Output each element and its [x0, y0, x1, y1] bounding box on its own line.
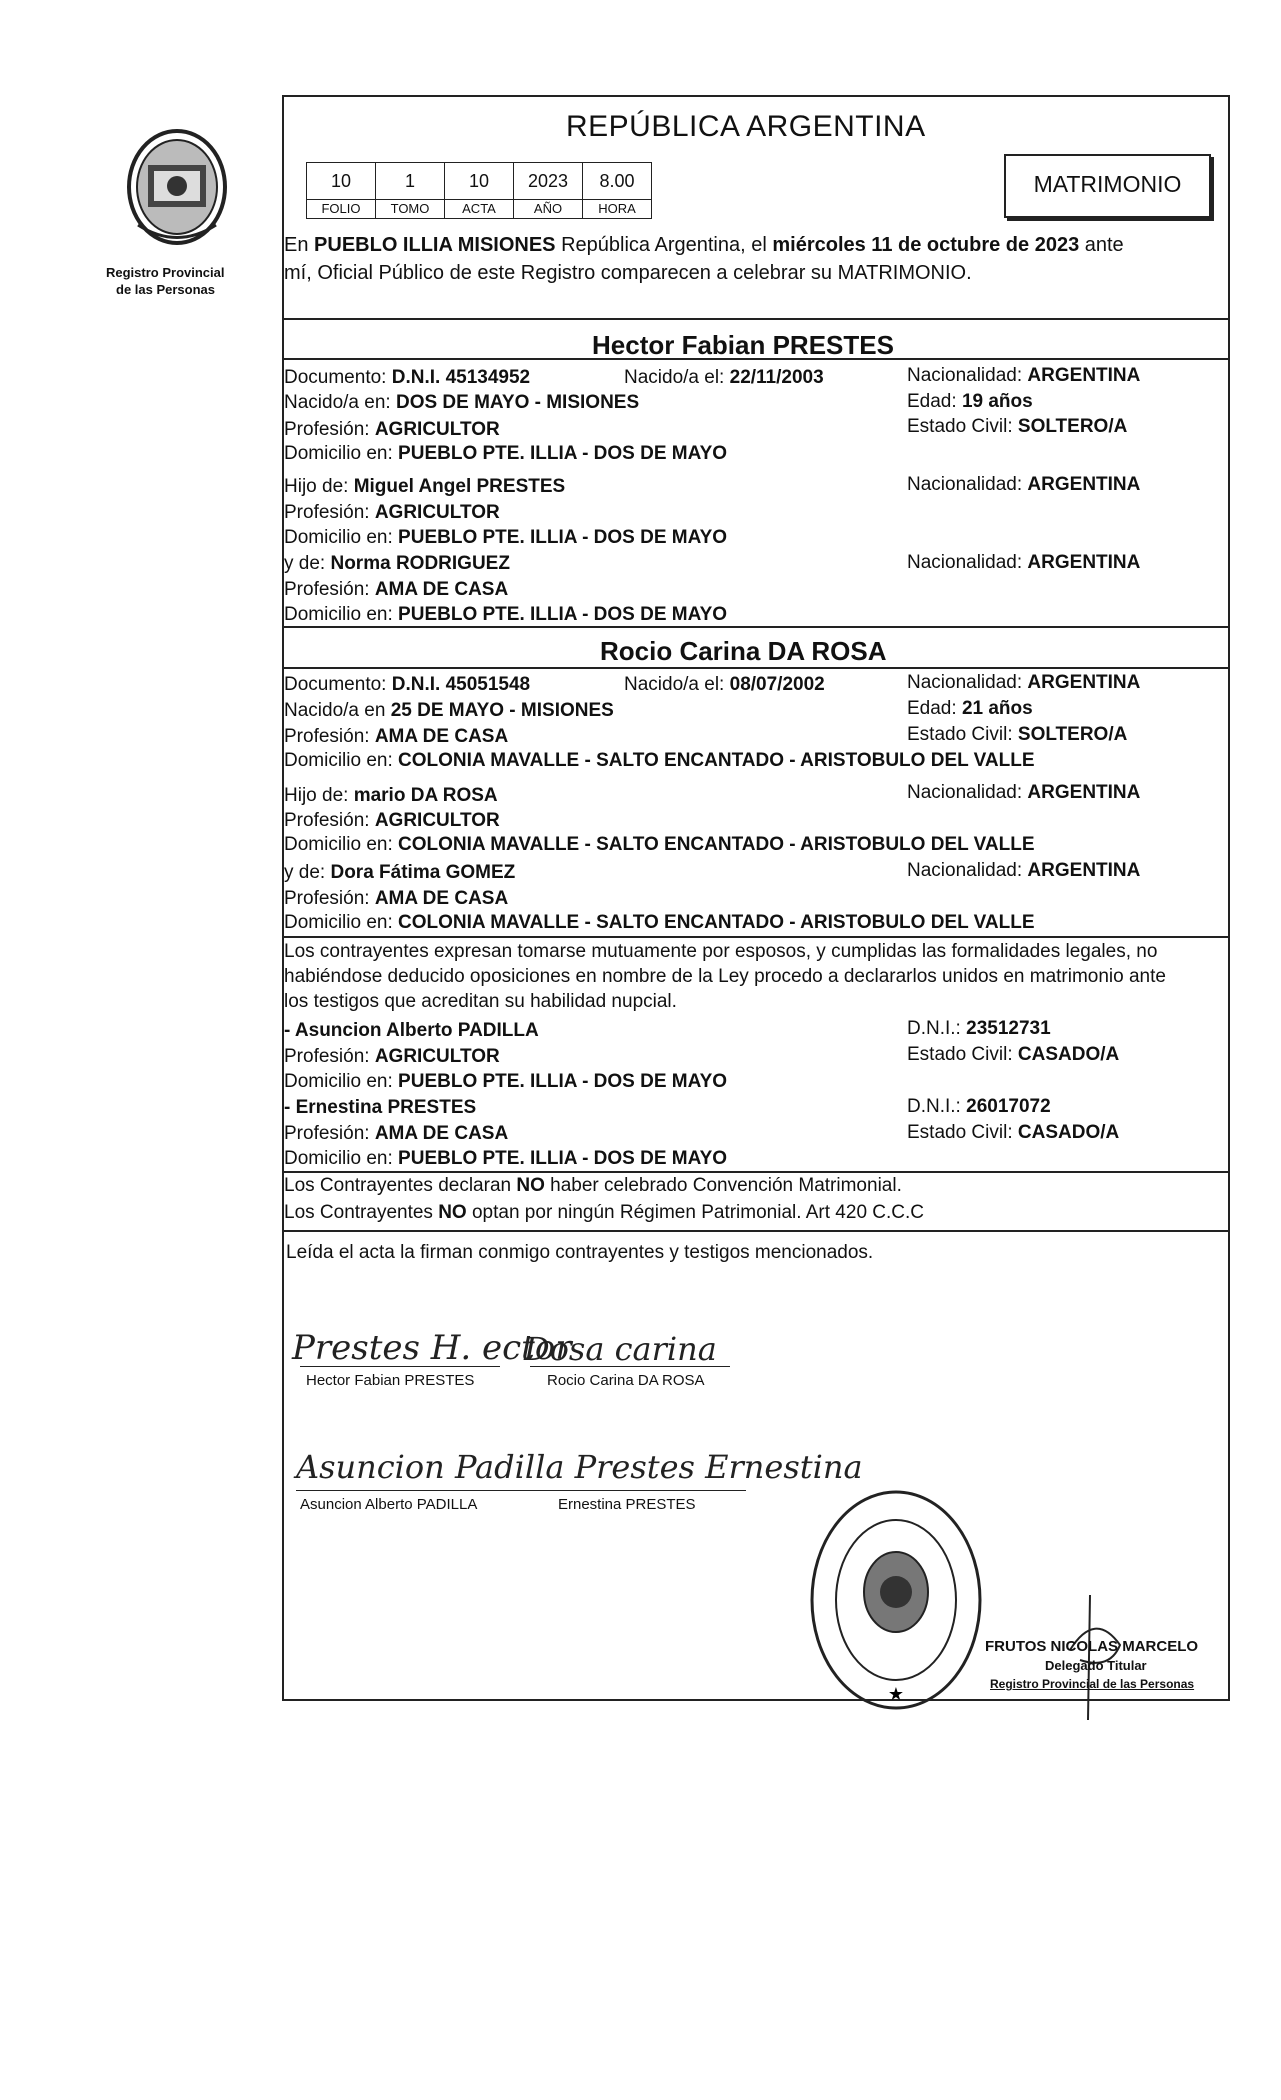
signature-hector: Prestes H. ector	[292, 1328, 572, 1368]
spouse2-father-nationality: Nacionalidad: ARGENTINA	[907, 782, 1141, 803]
spouse2-nationality: Nacionalidad: ARGENTINA	[907, 672, 1141, 693]
record-value-folio: 10	[306, 162, 376, 200]
intro-text-3: ante	[1084, 234, 1124, 256]
record-label-hora: HORA	[582, 199, 652, 219]
record-value-hora: 8.00	[582, 162, 652, 200]
divider	[282, 667, 1230, 669]
spouse1-civil-status: Estado Civil: SOLTERO/A	[907, 416, 1128, 437]
spouse2-doc: Documento: D.N.I. 45051548	[284, 674, 531, 695]
record-label-folio: FOLIO	[306, 199, 376, 219]
registry-name-line2: de las Personas	[116, 282, 215, 297]
witness1-dni: D.N.I.: 23512731	[907, 1018, 1051, 1039]
spouse1-father-profession: Profesión: AGRICULTOR	[284, 502, 500, 523]
divider	[282, 1171, 1230, 1173]
intro-text-2: República Argentina, el	[561, 234, 767, 256]
spouse2-mother: y de: Dora Fátima GOMEZ	[284, 862, 516, 883]
record-type-box	[1004, 154, 1211, 218]
closing-statement: Leída el acta la firman conmigo contrayentes y testigos mencionados.	[286, 1242, 874, 1263]
official-name: FRUTOS NICOLAS MARCELO	[985, 1638, 1199, 1655]
witness2-civil-status: Estado Civil: CASADO/A	[907, 1122, 1120, 1143]
spouse2-mother-nationality: Nacionalidad: ARGENTINA	[907, 860, 1141, 881]
divider	[282, 358, 1230, 360]
signature-caption-rocio: Rocio Carina DA ROSA	[547, 1372, 705, 1389]
intro-place: PUEBLO ILLIA MISIONES	[314, 234, 556, 256]
spouse2-mother-profession: Profesión: AMA DE CASA	[284, 888, 509, 909]
spouse2-profession: Profesión: AMA DE CASA	[284, 726, 509, 747]
official-round-stamp	[808, 1488, 984, 1712]
official-org: Registro Provincial de las Personas	[990, 1677, 1195, 1691]
record-value-tomo: 1	[375, 162, 445, 200]
intro-date: miércoles 11 de octubre de 2023	[772, 234, 1080, 256]
spouse1-address: Domicilio en: PUEBLO PTE. ILLIA - DOS DE MAYO	[284, 443, 728, 464]
convention-line-1: Los Contrayentes declaran NO haber celebrado Convención Matrimonial.	[284, 1175, 902, 1196]
record-value-ano: 2023	[513, 162, 583, 200]
record-label-acta: ACTA	[444, 199, 514, 219]
spouse1-mother: y de: Norma RODRIGUEZ	[284, 553, 510, 574]
signature-rocio: Dosa carina	[524, 1330, 717, 1368]
record-label-ano: AÑO	[513, 199, 583, 219]
spouse2-father: Hijo de: mario DA ROSA	[284, 785, 498, 806]
spouse1-doc: Documento: D.N.I. 45134952	[284, 367, 531, 388]
witness2-name: - Ernestina PRESTES	[284, 1097, 477, 1118]
witness1-civil-status: Estado Civil: CASADO/A	[907, 1044, 1120, 1065]
signature-caption-hector: Hector Fabian PRESTES	[306, 1372, 475, 1389]
spouse1-birthplace: Nacido/a en: DOS DE MAYO - MISIONES	[284, 392, 640, 413]
witness1-address: Domicilio en: PUEBLO PTE. ILLIA - DOS DE MAYO	[284, 1071, 728, 1092]
witness1-name: - Asuncion Alberto PADILLA	[284, 1020, 539, 1041]
intro-line-2: mí, Oficial Público de este Registro comparecen a celebrar su MATRIMONIO.	[284, 262, 972, 284]
spouse1-mother-profession: Profesión: AMA DE CASA	[284, 579, 509, 600]
document-title: REPÚBLICA ARGENTINA	[566, 110, 926, 143]
divider	[282, 318, 1230, 320]
spouse1-name: Hector Fabian PRESTES	[592, 330, 894, 360]
spouse1-mother-address: Domicilio en: PUEBLO PTE. ILLIA - DOS DE MAYO	[284, 604, 728, 625]
witness2-profession: Profesión: AMA DE CASA	[284, 1123, 509, 1144]
spouse2-name: Rocio Carina DA ROSA	[600, 636, 887, 666]
spouse1-father-nationality: Nacionalidad: ARGENTINA	[907, 474, 1141, 495]
spouse1-mother-nationality: Nacionalidad: ARGENTINA	[907, 552, 1141, 573]
record-value-acta: 10	[444, 162, 514, 200]
witness2-dni: D.N.I.: 26017072	[907, 1096, 1051, 1117]
intro-text-1: En	[284, 234, 309, 256]
spouse2-birthplace: Nacido/a en 25 DE MAYO - MISIONES	[284, 700, 614, 721]
convention-line-2: Los Contrayentes NO optan por ningún Régimen Patrimonial. Art 420 C.C.C	[284, 1202, 925, 1223]
signature-line	[296, 1490, 746, 1491]
spouse2-age: Edad: 21 años	[907, 698, 1033, 719]
spouse1-profession: Profesión: AGRICULTOR	[284, 419, 500, 440]
declaration-line-1: Los contrayentes expresan tomarse mutuamente por esposos, y cumplidas las formalidades legales, no	[284, 941, 1158, 962]
spouse1-born: Nacido/a el: 22/11/2003	[624, 367, 824, 388]
signature-line	[300, 1366, 500, 1367]
divider	[282, 1230, 1230, 1232]
record-label-tomo: TOMO	[375, 199, 445, 219]
svg-text:★: ★	[887, 1684, 905, 1705]
declaration-line-3: los testigos que acreditan su habilidad nupcial.	[284, 991, 677, 1012]
intro-line-1	[284, 234, 1124, 256]
registry-seal-logo	[118, 125, 236, 253]
spouse2-father-address: Domicilio en: COLONIA MAVALLE - SALTO ENCANTADO - ARISTOBULO DEL VALLE	[284, 834, 1035, 855]
spouse2-born: Nacido/a el: 08/07/2002	[624, 674, 825, 695]
signature-line	[530, 1366, 730, 1367]
record-type-label: MATRIMONIO	[1033, 171, 1182, 197]
signature-witnesses: Asuncion Padilla Prestes Ernestina	[296, 1448, 863, 1486]
registry-name-line1: Registro Provincial	[106, 265, 225, 280]
spouse2-civil-status: Estado Civil: SOLTERO/A	[907, 724, 1128, 745]
spouse2-mother-address: Domicilio en: COLONIA MAVALLE - SALTO ENCANTADO - ARISTOBULO DEL VALLE	[284, 912, 1035, 933]
spouse1-father-address: Domicilio en: PUEBLO PTE. ILLIA - DOS DE MAYO	[284, 527, 728, 548]
record-table	[306, 162, 654, 222]
divider	[282, 936, 1230, 938]
signature-caption-ernestina: Ernestina PRESTES	[558, 1496, 696, 1513]
spouse1-nationality: Nacionalidad: ARGENTINA	[907, 365, 1141, 386]
signature-caption-padilla: Asuncion Alberto PADILLA	[300, 1496, 478, 1513]
witness1-profession: Profesión: AGRICULTOR	[284, 1046, 500, 1067]
witness2-address: Domicilio en: PUEBLO PTE. ILLIA - DOS DE MAYO	[284, 1148, 728, 1169]
official-role: Delegado Titular	[1045, 1658, 1147, 1673]
spouse1-father: Hijo de: Miguel Angel PRESTES	[284, 476, 566, 497]
divider	[282, 626, 1230, 628]
spouse2-address: Domicilio en: COLONIA MAVALLE - SALTO ENCANTADO - ARISTOBULO DEL VALLE	[284, 750, 1035, 771]
spouse1-age: Edad: 19 años	[907, 391, 1033, 412]
spouse2-father-profession: Profesión: AGRICULTOR	[284, 810, 500, 831]
declaration-line-2: habiéndose deducido oposiciones en nombre de la Ley procedo a declararlos unidos en matrimonio ante	[284, 966, 1166, 987]
